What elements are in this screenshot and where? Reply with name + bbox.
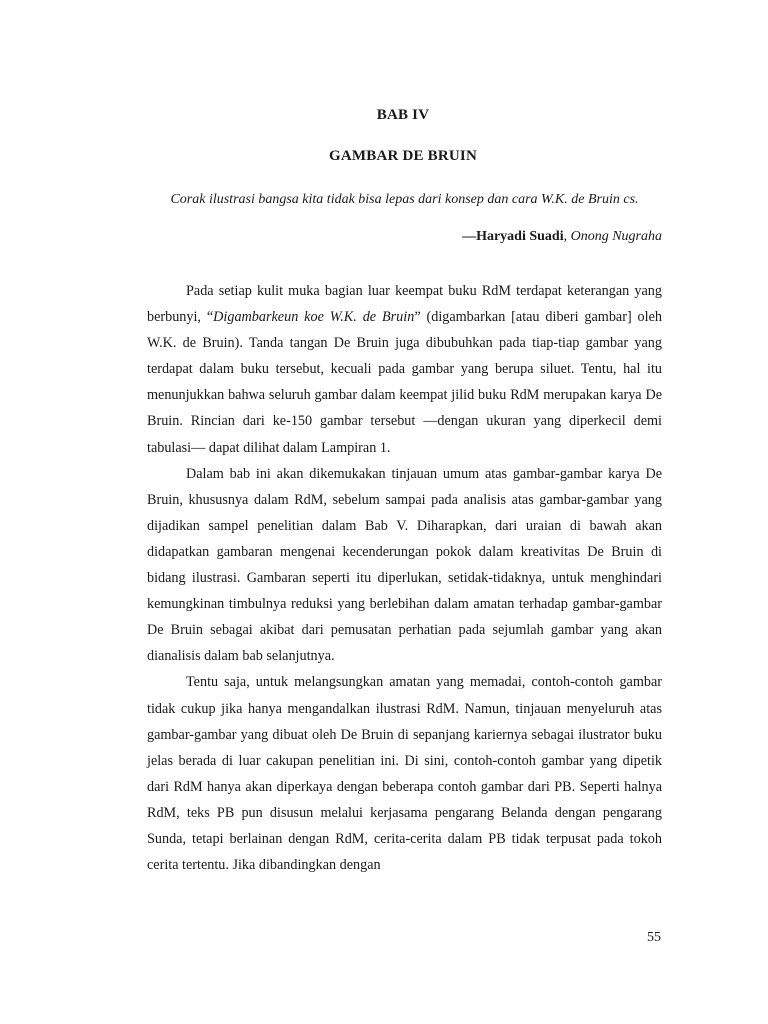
- epigraph-attribution: [147, 229, 662, 245]
- paragraph-1-italic-quote: Digambarkeun koe W.K. de Bruin: [213, 309, 415, 326]
- epigraph-separator: ,: [563, 229, 571, 244]
- paragraph-3: Tentu saja, untuk melangsungkan amatan yang memadai, contoh-contoh gambar tidak cukup jika hanya mengandalkan ilustrasi RdM. Namun, tinjauan menyeluruh atas gambar-gambar yang dibuat oleh De Bruin di sepanjang kariernya sebagai ilustrator buku jelas berada di luar cakupan penelitian ini. Di sini, contoh-contoh gambar yang dipetik dari RdM hanya akan diperkaya dengan beberapa contoh gambar dari PB. Seperti halnya RdM, teks PB pun disusun melalui kerjasama pengarang Belanda dengan pengarang Sunda, tetapi berlainan dengan RdM, cerita-cerita dalam PB tidak terpusat pada tokoh cerita tertentu. Jika dibandingkan dengan: [147, 674, 662, 874]
- paragraph-1: [147, 278, 662, 461]
- paragraph-2: Dalam bab ini akan dikemukakan tinjauan umum atas gambar-gambar karya De Bruin, khususnya dalam RdM, sebelum sampai pada analisis atas gambar-gambar yang dijadikan sampel penelitian dalam Bab V. Diharapkan, dari uraian di bawah akan didapatkan gambaran mengenai kecenderungan pokok dalam kreativitas De Bruin di bidang ilustrasi. Gambaran seperti itu diperlukan, setidak-tidaknya, untuk menghindari kemungkinan timbulnya reduksi yang berlebihan dalam amatan terhadap gambar-gambar De Bruin sebagai akibat dari pemusatan perhatian pada sejumlah gambar yang akan dianalisis dalam bab selanjutnya.: [147, 465, 662, 665]
- page-number: 55: [647, 930, 661, 945]
- epigraph-quote: Corak ilustrasi bangsa kita tidak bisa lepas dari konsep dan cara W.K. de Bruin cs.: [170, 192, 639, 207]
- epigraph-author-primary: Haryadi Suadi: [476, 229, 564, 244]
- chapter-number: BAB IV: [376, 107, 430, 123]
- body-text: [147, 278, 662, 878]
- epigraph-dash: —: [462, 229, 477, 244]
- epigraph-author-secondary: Onong Nugraha: [570, 229, 662, 244]
- paragraph-1-text-before: Pada setiap kulit muka bagian luar keempat buku RdM terdapat keterangan yang berbunyi, “: [147, 283, 662, 326]
- paragraph-1-text-after: ” (digambarkan [atau diberi gambar] oleh W.K. de Bruin). Tanda tangan De Bruin juga dibubuhkan pada tiap-tiap gambar yang terdapat dalam buku tersebut, kecuali pada gambar yang berupa siluet. Tentu, hal itu menunjukkan bahwa seluruh gambar dalam keempat jilid buku RdM merupakan karya De Bruin. Rincian dari ke-150 gambar tersebut —dengan ukuran yang diperkecil demi tabulasi— dapat dilihat dalam Lampiran 1.: [147, 309, 662, 456]
- chapter-title: GAMBAR DE BRUIN: [328, 148, 477, 164]
